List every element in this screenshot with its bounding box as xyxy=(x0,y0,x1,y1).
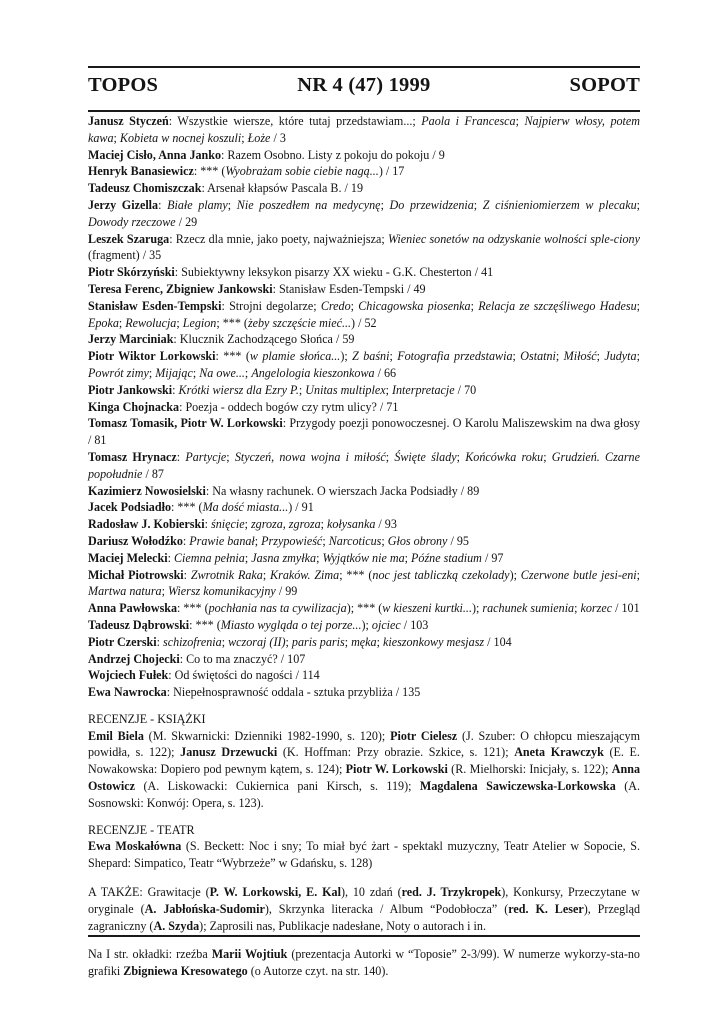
toc-entry xyxy=(88,684,640,701)
entry-text: ; xyxy=(636,567,641,582)
entry-title: noc jest tabliczką czekolady xyxy=(372,567,510,582)
entry-text: ); xyxy=(340,349,353,364)
person-name: A. Jabłońska-Sudomir xyxy=(144,901,265,916)
entry-author: Maciej Cisło, Anna Janko xyxy=(88,147,222,162)
entry-title: korzec xyxy=(580,601,613,616)
entry-text: / 3 xyxy=(270,130,286,145)
entry-title: Zwrotnik Raka xyxy=(190,567,263,582)
entry-title: Miłość xyxy=(563,349,597,364)
entry-text: ; xyxy=(192,365,200,380)
toc-entry xyxy=(88,516,640,533)
entry-text: ; xyxy=(376,634,383,649)
entry-author: Jacek Podsiadło xyxy=(88,500,171,515)
entry-author: Henryk Banasiewicz xyxy=(88,164,194,179)
entry-text: : *** ( xyxy=(177,601,209,616)
entry-title: pochłania nas ta cywilizacja xyxy=(208,601,347,616)
entry-author: Anna Pawłowska xyxy=(88,601,178,616)
entry-text: ; xyxy=(473,197,483,212)
entry-title: Chicagowska piosenka xyxy=(358,298,471,313)
person-name: Anna Ostowicz xyxy=(88,762,640,794)
reviews-theatre-section xyxy=(88,822,640,872)
entry-text: ; xyxy=(320,517,328,532)
toc-entry xyxy=(88,634,640,651)
entry-text: ); xyxy=(509,567,521,582)
entry-text: : xyxy=(183,567,191,582)
entry-author: Stanisław Esden-Tempski xyxy=(88,298,222,313)
toc-entry xyxy=(88,264,640,281)
body-text: ), 10 zdań ( xyxy=(340,885,402,900)
entry-text: ); xyxy=(471,601,483,616)
entry-text: ; xyxy=(344,634,352,649)
entry-text: ; xyxy=(636,197,641,212)
toc-entry xyxy=(88,331,640,348)
reviews-books-section xyxy=(88,711,640,812)
entry-title: Martwa natura xyxy=(88,584,162,599)
entry-text: : Na własny rachunek. O wierszach Jacka Podsiadły / 89 xyxy=(205,483,480,498)
entry-title: Ostatni xyxy=(520,349,556,364)
entry-text: : Strojni degolarze; xyxy=(221,298,321,313)
toc-entry xyxy=(88,399,640,416)
body-text: Na I str. okładki: rzeźba xyxy=(88,947,212,962)
entry-title: Angelologia kieszonkowa xyxy=(251,365,375,380)
entry-text: : xyxy=(204,517,211,532)
toc-entry xyxy=(88,667,640,684)
entry-title: zgroza, zgroza xyxy=(250,517,321,532)
entry-author: Wojciech Fułek xyxy=(88,668,169,683)
entry-author: Jerzy Gizella xyxy=(88,197,159,212)
entry-title: Łoże xyxy=(247,130,271,145)
entry-title: Credo xyxy=(320,298,351,313)
entry-text: / 29 xyxy=(175,214,198,229)
entry-title: w kieszeni kurtki... xyxy=(382,601,472,616)
entry-title: Wyobrażam sobie ciebie nagą... xyxy=(225,164,379,179)
person-name: red. K. Leser xyxy=(508,901,584,916)
person-name: Zbigniewa Kresowatego xyxy=(123,964,248,979)
entry-text: : Wszystkie wiersze, które tutaj przedstawiam...; xyxy=(168,114,422,128)
toc-entry xyxy=(88,651,640,668)
entry-title: Wyjątków nie ma xyxy=(322,550,405,565)
toc-entry xyxy=(88,449,640,483)
entry-title: Ciemna pełnia xyxy=(173,550,245,565)
toc-entry xyxy=(88,617,640,634)
entry-text: / 104 xyxy=(484,634,512,649)
body-text: ), Konkursy, Przeczytane w oryginale ( xyxy=(88,885,641,916)
entry-text: ; xyxy=(385,449,395,464)
entry-text: ; xyxy=(244,517,251,532)
entry-title: Rewolucja xyxy=(125,315,177,330)
entry-text: ); xyxy=(361,617,372,632)
reviews-books-heading: RECENZJE - KSIĄŻKI xyxy=(88,711,206,726)
issue-number: NR 4 (47) 1999 xyxy=(297,74,431,96)
entry-title: Powrót zimy xyxy=(88,365,149,380)
entry-text: / 97 xyxy=(481,550,504,565)
entry-text: : Razem Osobno. Listy z pokoju do pokoju / 9 xyxy=(221,147,445,162)
person-name: Piotr Cielesz xyxy=(390,728,458,743)
toc-entry xyxy=(88,231,640,265)
body-text: (M. Skwarnicki: Dzienniki 1982-1990, s. 120); xyxy=(143,728,391,743)
entry-text: ; *** ( xyxy=(339,567,373,582)
entry-text: ; xyxy=(512,349,521,364)
entry-author: Tomasz Tomasik, Piotr W. Lorkowski xyxy=(88,416,283,431)
entry-text: ; xyxy=(226,449,235,464)
cover-note xyxy=(88,946,640,980)
entry-author: Michał Piotrowski xyxy=(88,567,184,582)
entry-title: Grudzień. Czarne popołudnie xyxy=(88,449,640,481)
toc-entry xyxy=(88,163,640,180)
entry-title: żeby szczęście mieć... xyxy=(247,315,352,330)
person-name: Magdalena Sawiczewska-Lorkowska xyxy=(419,779,616,794)
entry-text: ; xyxy=(385,382,392,397)
entry-author: Leszek Szaruga xyxy=(88,231,170,246)
entry-author: Piotr Jankowski xyxy=(88,382,173,397)
entry-text: : Co to ma znaczyć? / 107 xyxy=(179,651,306,666)
body-text: A TAKŻE: Grawitacje ( xyxy=(88,885,210,900)
header-rule xyxy=(88,110,640,112)
body-text: (o Autorze czyt. na str. 140). xyxy=(247,964,389,979)
entry-text: : Poezja - oddech bogów czy rytm ulicy? / 71 xyxy=(179,399,399,414)
entry-title: kołysanka xyxy=(327,517,376,532)
table-of-contents xyxy=(88,113,640,980)
toc-entry xyxy=(88,180,640,197)
body-text: (R. Mielhorski: Inicjały, s. 122); xyxy=(447,762,612,777)
entry-title: rachunek sumienia xyxy=(482,601,575,616)
toc-entry xyxy=(88,483,640,500)
entry-text: : xyxy=(158,197,168,212)
entry-text: ; xyxy=(636,349,640,364)
entry-text: : xyxy=(176,449,186,464)
toc-entry xyxy=(88,281,640,298)
entry-text: ; xyxy=(350,298,359,313)
entry-title: Białe plamy xyxy=(167,197,228,212)
toc-entry xyxy=(88,382,640,399)
entry-title: Legion xyxy=(182,315,217,330)
entry-title: Przypowieść xyxy=(261,533,323,548)
entry-title: Narcoticus xyxy=(328,533,382,548)
entry-author: Piotr Czerski xyxy=(88,634,157,649)
entry-text: : Niepełnosprawność oddala - sztuka przybliża / 135 xyxy=(166,685,421,700)
entry-text: ; xyxy=(636,298,641,313)
entry-title: Późne stadium xyxy=(411,550,482,565)
entry-text: / 93 xyxy=(375,517,397,532)
entry-text: : xyxy=(156,634,164,649)
entry-title: Unitas multiplex xyxy=(305,382,386,397)
entry-title: Fotografia przedstawia xyxy=(397,349,513,364)
entry-title: ojciec xyxy=(371,617,401,632)
body-text: ), Skrzynka literacka / Album “Podobłocza” ( xyxy=(264,901,509,916)
reviews-theatre-heading: RECENZJE - TEATR xyxy=(88,822,195,837)
entry-author: Tadeusz Chomiszczak xyxy=(88,181,202,196)
entry-title: Nie poszedłem na medycynę xyxy=(236,197,381,212)
entry-text: ; xyxy=(381,533,388,548)
entry-text: ; xyxy=(404,550,412,565)
entry-author: Jerzy Marciniak xyxy=(88,332,174,347)
toc-entry xyxy=(88,415,640,449)
toc-entry xyxy=(88,113,640,147)
entry-text: ; xyxy=(221,634,229,649)
entry-text: : Rzecz dla mnie, jako poety, najważniejsza; xyxy=(169,231,388,246)
entry-text: / 66 xyxy=(374,365,397,380)
entry-text: : *** ( xyxy=(215,349,250,364)
entry-author: Radosław J. Kobierski xyxy=(88,517,205,532)
entry-text: / 95 xyxy=(447,533,469,548)
entry-author: Ewa Nawrocka xyxy=(88,685,167,700)
entry-title: Interpretacje xyxy=(391,382,455,397)
person-name: Marii Wojtiuk xyxy=(211,947,288,962)
person-name: Aneta Krawczyk xyxy=(514,745,604,760)
publication-place: SOPOT xyxy=(569,74,640,96)
entry-author: Maciej Melecki xyxy=(88,550,168,565)
entry-text: ) / 52 xyxy=(351,315,377,330)
entry-text: ; xyxy=(596,349,605,364)
entry-title: Krótki wiersz dla Ezry P. xyxy=(178,382,299,397)
reviews-theatre-body xyxy=(88,838,640,872)
toc-entry xyxy=(88,298,640,332)
entry-text: / 87 xyxy=(142,466,164,481)
toc-entry xyxy=(88,348,640,382)
entry-title: paris paris xyxy=(291,634,345,649)
entry-title: Kraków. Zima xyxy=(270,567,340,582)
entry-text: ; xyxy=(316,550,323,565)
person-name: Janusz Drzewucki xyxy=(180,745,278,760)
entry-text: ; xyxy=(254,533,262,548)
person-name: A. Szyda xyxy=(153,918,200,933)
entry-text: ; xyxy=(244,550,252,565)
reviews-books-body xyxy=(88,728,640,812)
entry-title: Miasto wygląda o tej porze... xyxy=(220,617,362,632)
body-text: (S. Beckett: Noc i sny; To miał być żart - spektakl muzyczny, Teatr Atelier w Sopocie, S. Shepard: Simpatico, Teatr “Wybrzeże” w Gdańsku, s. 128) xyxy=(88,839,640,871)
contents-list xyxy=(88,113,640,701)
entry-text: ; xyxy=(285,634,292,649)
body-text: (E. E. Nowakowska: Dopiero pod pewnym kątem, s. 124); xyxy=(88,745,640,777)
entry-author: Teresa Ferenc, Zbigniew Jankowski xyxy=(88,281,273,296)
entry-text: ; xyxy=(227,197,237,212)
toc-entry xyxy=(88,600,640,617)
entry-title: Partycje xyxy=(185,449,227,464)
entry-title: Najpierw włosy, potem kawa xyxy=(88,114,640,145)
journal-title: TOPOS xyxy=(88,74,159,96)
entry-title: Styczeń, nowa wojna i miłość xyxy=(234,449,386,464)
entry-author: Janusz Styczeń xyxy=(88,114,169,128)
body-text: (A. Sosnowski: Konwój: Opera, s. 123). xyxy=(88,779,641,810)
entry-text: : xyxy=(167,550,174,565)
entry-title: Z baśni xyxy=(352,349,390,364)
entry-text: ; xyxy=(298,382,306,397)
entry-text: ) / 91 xyxy=(288,500,314,515)
entry-title: Dowody rzeczowe xyxy=(88,214,176,229)
entry-text: ; xyxy=(262,567,271,582)
entry-title: męka xyxy=(351,634,377,649)
entry-text: ; xyxy=(241,130,248,145)
entry-text: : *** ( xyxy=(171,500,203,515)
entry-text: ; xyxy=(555,349,564,364)
entry-text: ) / 17 xyxy=(378,164,405,179)
entry-title: Prawie banał xyxy=(189,533,255,548)
entry-text: : xyxy=(172,382,179,397)
person-name: P. W. Lorkowski, E. Kal xyxy=(209,885,341,900)
entry-text: : Subiektywny leksykon pisarzy XX wieku - G.K. Chesterton / 41 xyxy=(174,265,494,280)
entry-text: ; xyxy=(574,601,581,616)
entry-text: ; xyxy=(244,365,252,380)
entry-text: ; xyxy=(148,365,156,380)
entry-author: Kinga Chojnacka xyxy=(88,399,180,414)
entry-author: Tomasz Hrynacz xyxy=(88,449,177,464)
body-text: ), Przegląd zagraniczny ( xyxy=(88,901,640,933)
entry-author: Andrzej Chojecki xyxy=(88,651,180,666)
bottom-rule xyxy=(88,935,640,937)
entry-title: Judyta xyxy=(604,349,637,364)
entry-text: ; xyxy=(118,315,126,330)
entry-text: / 103 xyxy=(400,617,429,632)
toc-entry xyxy=(88,499,640,516)
entry-text: ; xyxy=(389,349,398,364)
person-name: red. J. Trzykropek xyxy=(401,885,502,900)
body-text: ); Zaprosili nas, Publikacje nadesłane, Noty o autorach i in. xyxy=(199,918,486,933)
entry-text: ; xyxy=(113,130,120,145)
entry-title: Epoka xyxy=(88,315,119,330)
entry-title: Na owe... xyxy=(199,365,245,380)
body-text: (A. Liskowacki: Cukiernica pani Kirsch, s. 119); xyxy=(135,779,420,794)
entry-author: Piotr Skórzyński xyxy=(88,265,175,280)
entry-text: : Klucznik Zachodzącego Słońca / 59 xyxy=(173,332,355,347)
entry-text: ; *** ( xyxy=(216,315,248,330)
toc-entry xyxy=(88,567,640,601)
entry-title: Kobieta w nocnej koszuli xyxy=(119,130,242,145)
toc-entry xyxy=(88,550,640,567)
top-rule xyxy=(88,66,640,68)
entry-author: Kazimierz Nowosielski xyxy=(88,483,206,498)
entry-title: Z ciśnieniomierzem w plecaku xyxy=(482,197,637,212)
person-name: Piotr W. Lorkowski xyxy=(345,762,448,777)
entry-text: / 99 xyxy=(275,584,298,599)
entry-title: Do przewidzenia xyxy=(389,197,474,212)
entry-title: Ma dość miasta... xyxy=(202,500,289,515)
entry-text: : Przygody poezji ponowoczesnej. O Karolu Maliszewskim na dwa głosy / 81 xyxy=(88,416,640,448)
entry-title: Paola i Francesca xyxy=(421,114,516,128)
entry-text: ; xyxy=(380,197,390,212)
entry-title: śnięcie xyxy=(210,517,245,532)
entry-text: ; xyxy=(543,449,552,464)
entry-title: Głos obrony xyxy=(387,533,448,548)
body-text: (prezentacja Autorki w “Toposie” 2-3/99). W numerze wykorzy-sta-no grafiki xyxy=(88,947,640,979)
entry-text: : *** ( xyxy=(193,164,226,179)
person-name: Emil Biela xyxy=(88,728,144,743)
entry-text: : *** ( xyxy=(189,617,221,632)
entry-author: Tadeusz Dąbrowski xyxy=(88,617,190,632)
entry-text: ; xyxy=(456,449,466,464)
entry-title: Mijając xyxy=(155,365,193,380)
toc-entry xyxy=(88,533,640,550)
entry-text: ; xyxy=(515,114,525,128)
entry-title: w plamie słońca... xyxy=(249,349,341,364)
masthead xyxy=(88,74,640,104)
entry-title: Relacja ze szczęśliwego Hadesu xyxy=(478,298,637,313)
entry-text: ); *** ( xyxy=(346,601,383,616)
entry-text: ; xyxy=(176,315,183,330)
entry-title: Wiersz komunikacyjny xyxy=(167,584,276,599)
entry-text: ; xyxy=(470,298,479,313)
entry-title: Końcówka roku xyxy=(465,449,544,464)
also-in-issue xyxy=(88,884,640,934)
entry-text: / 101 xyxy=(612,601,640,616)
entry-title: Wieniec sonetów na odzyskanie wolności sple-ciony xyxy=(387,231,640,246)
entry-title: wczoraj (II) xyxy=(228,634,286,649)
entry-title: Święte ślady xyxy=(394,449,457,464)
entry-author: Piotr Wiktor Lorkowski xyxy=(88,349,216,364)
toc-entry xyxy=(88,147,640,164)
entry-text: : Arsenał kłapsów Pascala B. / 19 xyxy=(201,181,364,196)
entry-text: : Od świętości do nagości / 114 xyxy=(168,668,320,683)
entry-text: ; xyxy=(322,533,329,548)
entry-text: / 70 xyxy=(454,382,477,397)
entry-text: : Stanisław Esden-Tempski / 49 xyxy=(272,281,426,296)
entry-title: Jasna zmyłka xyxy=(251,550,317,565)
entry-text: : xyxy=(182,533,190,548)
entry-title: schizofrenia xyxy=(163,634,222,649)
toc-entry xyxy=(88,197,640,231)
entry-text: (fragment) / 35 xyxy=(88,248,162,263)
entry-title: kieszonkowy mesjasz xyxy=(383,634,485,649)
body-text: (J. Szuber: O chłopcu mieszającym powidła, s. 122); xyxy=(88,728,641,760)
person-name: Ewa Moskałówna xyxy=(88,839,182,854)
entry-text: ; xyxy=(161,584,168,599)
entry-title: Czerwone butle jesi-eni xyxy=(520,567,637,582)
entry-author: Dariusz Wołodźko xyxy=(88,533,183,548)
body-text: (K. Hoffman: Przy obrazie. Szkice, s. 121); xyxy=(277,745,515,760)
